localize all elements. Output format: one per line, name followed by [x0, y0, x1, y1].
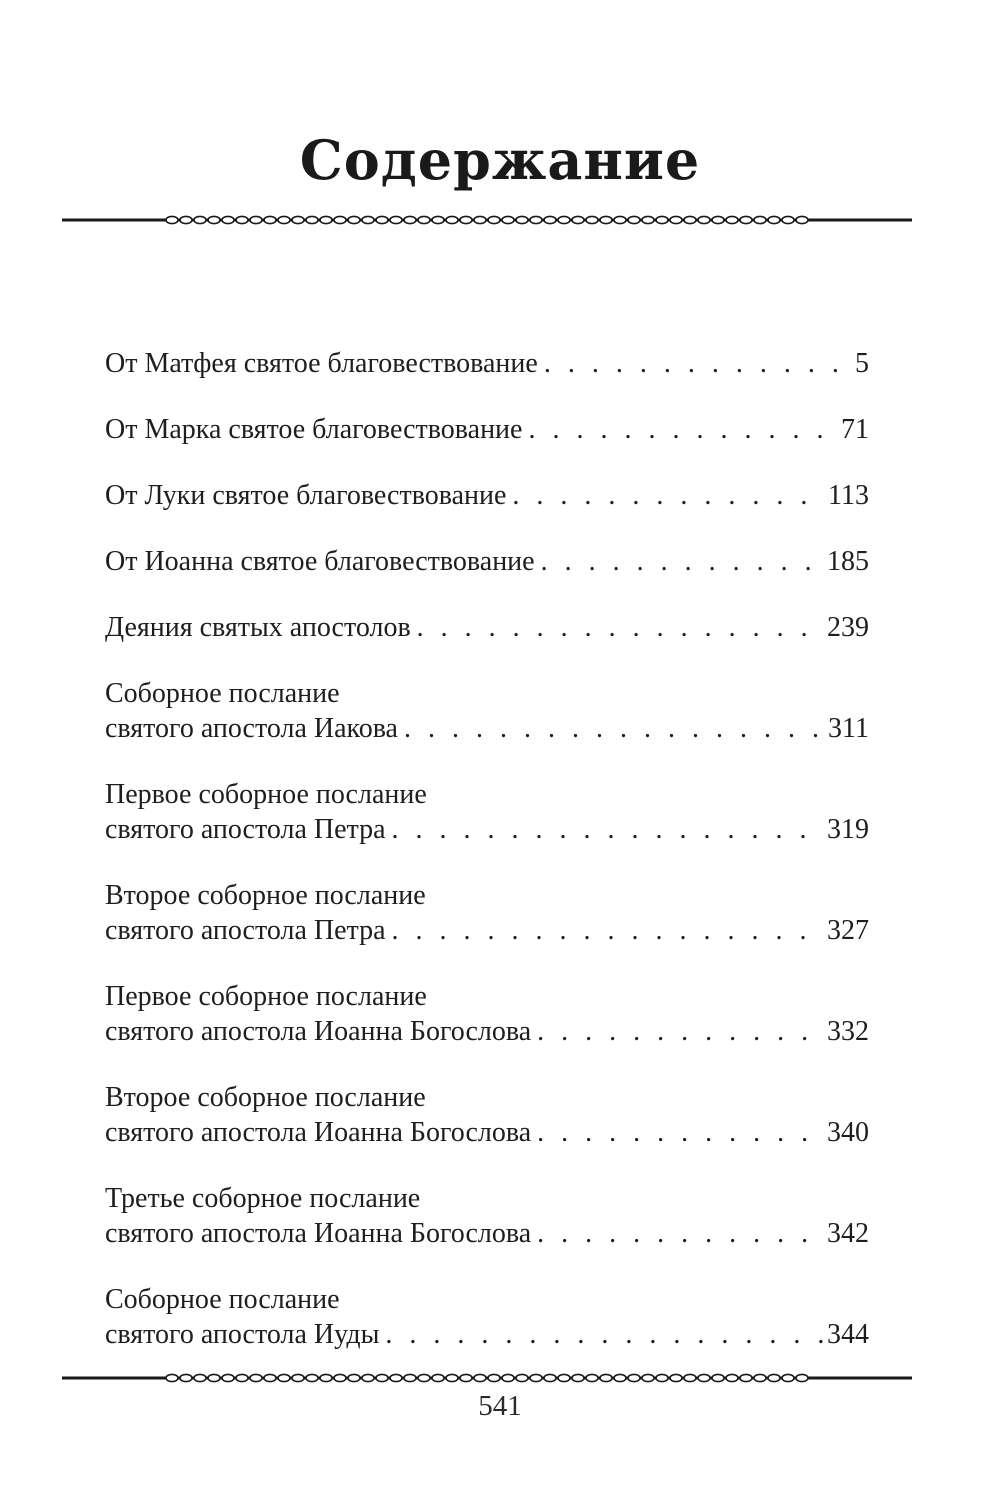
chain-link — [348, 216, 360, 223]
toc-page-number: 185 — [827, 546, 869, 577]
chain-link — [670, 1374, 682, 1381]
chain-link — [544, 216, 556, 223]
chain-link — [740, 1374, 752, 1381]
chain-link — [656, 1374, 668, 1381]
toc-entry — [105, 777, 869, 878]
toc-entry-title-line1: Третье соборное послание — [105, 1183, 421, 1214]
chain-link — [516, 1374, 528, 1381]
chain-link — [222, 1374, 234, 1381]
chain-link — [516, 216, 528, 223]
chain-link — [600, 216, 612, 223]
toc-entry-title: От Луки святое благовествование — [105, 480, 507, 511]
toc-line — [105, 1115, 869, 1150]
chain-link — [404, 1374, 416, 1381]
chain-link — [362, 1374, 374, 1381]
chain-link — [502, 1374, 514, 1381]
toc-line — [105, 610, 869, 645]
chain-link — [376, 1374, 388, 1381]
chain-link — [712, 216, 724, 223]
table-of-contents — [105, 346, 869, 1383]
toc-entry-title-line2: святого апостола Иуды — [105, 1319, 380, 1350]
chain-link — [768, 1374, 780, 1381]
chain-link — [194, 1374, 206, 1381]
chain-link — [362, 216, 374, 223]
chain-link — [432, 216, 444, 223]
chain-link — [446, 1374, 458, 1381]
chain-link — [376, 216, 388, 223]
chain-link — [502, 216, 514, 223]
chain-link — [474, 216, 486, 223]
toc-line — [105, 913, 869, 948]
chain-link — [586, 216, 598, 223]
toc-line — [105, 1216, 869, 1251]
toc-page-number: 344 — [827, 1319, 869, 1350]
toc-entry — [105, 676, 869, 777]
toc-line — [105, 711, 869, 746]
toc-entry — [105, 1181, 869, 1282]
chain-link — [418, 216, 430, 223]
chain-link — [208, 216, 220, 223]
toc-page-number: 113 — [828, 480, 869, 511]
chain-link — [558, 1374, 570, 1381]
chain-link — [418, 1374, 430, 1381]
chain-link — [698, 216, 710, 223]
chain-link — [754, 216, 766, 223]
chain-link — [768, 216, 780, 223]
toc-entry-title-line1: Соборное послание — [105, 678, 340, 709]
toc-entry-title-line1: Первое соборное послание — [105, 779, 427, 810]
chain-link — [250, 216, 262, 223]
chain-link — [642, 1374, 654, 1381]
toc-entry-title-line1: Соборное послание — [105, 1284, 340, 1315]
chain-link — [264, 1374, 276, 1381]
toc-entry-title: От Марка святое благовествование — [105, 414, 523, 445]
toc-entry-title-line1: Второе соборное послание — [105, 880, 426, 911]
toc-entry — [105, 544, 869, 610]
dot-leader — [417, 610, 823, 645]
dot-leader — [392, 913, 823, 948]
chain-link — [278, 216, 290, 223]
toc-line — [105, 544, 869, 579]
ornamental-divider-bottom — [62, 1370, 912, 1386]
chain-link — [222, 216, 234, 223]
toc-entry — [105, 1282, 869, 1383]
chain-link — [446, 216, 458, 223]
dot-leader — [385, 1317, 823, 1352]
chain-link — [404, 216, 416, 223]
toc-page-number: 332 — [827, 1016, 869, 1047]
toc-page-number: 239 — [827, 612, 869, 643]
chain-link — [782, 216, 794, 223]
dot-leader — [537, 1216, 823, 1251]
dot-leader — [541, 544, 823, 579]
dot-leader — [537, 1115, 823, 1150]
toc-page-number: 342 — [827, 1218, 869, 1249]
chain-link — [348, 1374, 360, 1381]
chain-link — [614, 216, 626, 223]
chain-link — [390, 1374, 402, 1381]
chain-link — [628, 1374, 640, 1381]
toc-page-number: 71 — [841, 414, 869, 445]
chain-link — [558, 216, 570, 223]
page-number-footer: 541 — [478, 1390, 522, 1422]
chain-link — [488, 216, 500, 223]
chain-link — [194, 216, 206, 223]
chain-link — [460, 1374, 472, 1381]
chain-link — [530, 1374, 542, 1381]
toc-entry-title-line2: святого апостола Петра — [105, 814, 386, 845]
toc-entry-title: От Матфея святое благовествование — [105, 348, 538, 379]
toc-line — [105, 1014, 869, 1049]
toc-entry-title-line2: святого апостола Петра — [105, 915, 386, 946]
chain-link — [530, 216, 542, 223]
dot-leader — [544, 346, 851, 381]
toc-line — [105, 1317, 869, 1352]
chain-link — [292, 1374, 304, 1381]
chain-link — [586, 1374, 598, 1381]
toc-entry-title-line2: святого апостола Иоанна Богослова — [105, 1218, 532, 1249]
chain-link — [670, 216, 682, 223]
chain-link — [712, 1374, 724, 1381]
toc-line — [105, 812, 869, 847]
toc-entry-title: Деяния святых апостолов — [105, 612, 411, 643]
ornamental-divider-top-graphic — [62, 212, 912, 228]
chain-link — [642, 216, 654, 223]
chain-link — [600, 1374, 612, 1381]
chain-link — [628, 216, 640, 223]
toc-entry — [105, 878, 869, 979]
chain-link — [264, 216, 276, 223]
toc-entry-title-line2: святого апостола Иоанна Богослова — [105, 1016, 532, 1047]
chain-link — [278, 1374, 290, 1381]
chain-link — [656, 216, 668, 223]
chain-link — [292, 216, 304, 223]
toc-entry — [105, 979, 869, 1080]
chain-link — [754, 1374, 766, 1381]
chain-link — [320, 1374, 332, 1381]
chain-link — [726, 1374, 738, 1381]
chain-link — [320, 216, 332, 223]
chain-link — [572, 1374, 584, 1381]
toc-page-number: 340 — [827, 1117, 869, 1148]
chain-link — [544, 1374, 556, 1381]
chain-link — [166, 216, 178, 223]
page-title: Содержание — [299, 128, 701, 192]
dot-leader — [404, 711, 824, 746]
chain-link — [306, 216, 318, 223]
toc-entry-title-line2: святого апостола Иакова — [105, 713, 398, 744]
chain-link — [208, 1374, 220, 1381]
toc-page-number: 311 — [828, 713, 869, 744]
chain-link — [250, 1374, 262, 1381]
chain-link — [726, 216, 738, 223]
toc-line — [105, 478, 869, 513]
chain-link — [180, 216, 192, 223]
toc-page-number: 319 — [827, 814, 869, 845]
chain-link — [572, 216, 584, 223]
chain-link — [614, 1374, 626, 1381]
chain-link — [488, 1374, 500, 1381]
chain-link — [796, 216, 808, 223]
toc-entry — [105, 610, 869, 676]
toc-line — [105, 412, 869, 447]
dot-leader — [537, 1014, 823, 1049]
toc-page-number: 5 — [855, 348, 869, 379]
chain-link — [236, 216, 248, 223]
chain-link — [432, 1374, 444, 1381]
toc-entry-title-line2: святого апостола Иоанна Богослова — [105, 1117, 532, 1148]
chain-link — [166, 1374, 178, 1381]
chain-link — [698, 1374, 710, 1381]
chain-link — [236, 1374, 248, 1381]
chain-link — [460, 216, 472, 223]
chain-link — [740, 216, 752, 223]
chain-link — [796, 1374, 808, 1381]
chain-link — [782, 1374, 794, 1381]
toc-line — [105, 346, 869, 381]
toc-entry-title-line1: Второе соборное послание — [105, 1082, 426, 1113]
chain-link — [306, 1374, 318, 1381]
ornamental-divider-top — [62, 212, 912, 228]
dot-leader — [512, 478, 824, 513]
toc-entry — [105, 346, 869, 412]
toc-entry-title-line1: Первое соборное послание — [105, 981, 427, 1012]
dot-leader — [392, 812, 823, 847]
dot-leader — [528, 412, 837, 447]
toc-entry — [105, 478, 869, 544]
chain-link — [334, 216, 346, 223]
chain-link — [684, 1374, 696, 1381]
chain-link — [390, 216, 402, 223]
toc-entry — [105, 412, 869, 478]
toc-entry-title: От Иоанна святое благовествование — [105, 546, 535, 577]
ornamental-divider-bottom-graphic — [62, 1370, 912, 1386]
chain-link — [180, 1374, 192, 1381]
chain-link — [474, 1374, 486, 1381]
chain-link — [684, 216, 696, 223]
toc-page-number: 327 — [827, 915, 869, 946]
toc-entry — [105, 1080, 869, 1181]
chain-link — [334, 1374, 346, 1381]
